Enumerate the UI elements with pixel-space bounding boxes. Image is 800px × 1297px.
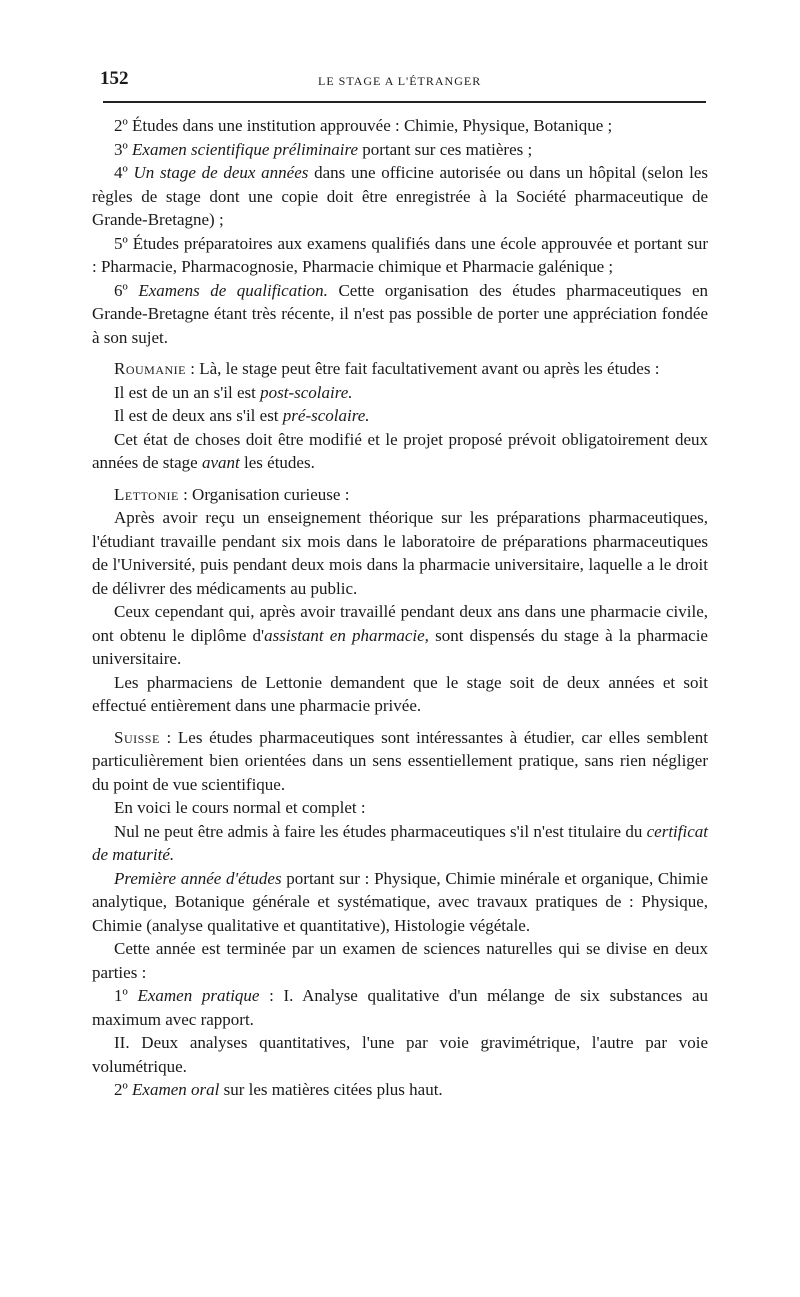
paragraph (92, 867, 708, 938)
text-run: sont dispensés du stage à la pharmacie universitaire. (92, 625, 708, 668)
paragraph (92, 279, 708, 350)
text-run: 6º (114, 280, 139, 300)
text-run: II. Deux analyses quantitatives, l'une par voie gravimétrique, l'autre par voie volumétrique. (92, 1033, 708, 1076)
paragraph (92, 138, 708, 162)
paragraph (92, 232, 708, 279)
country-heading: Roumanie (114, 359, 186, 378)
italic-run: assistant en pharmacie, (264, 625, 429, 645)
country-heading: Suisse (114, 727, 160, 747)
italic-run: post-scolaire. (260, 382, 353, 402)
paragraph (92, 114, 708, 138)
text-run: : Organisation curieuse : (178, 484, 350, 504)
italic-run: Examen pratique (137, 986, 260, 1005)
paragraph (92, 381, 708, 405)
text-run: 1º (114, 986, 138, 1005)
text-run: En voici le cours normal et complet : (114, 798, 366, 817)
italic-run: pré-scolaire. (282, 406, 370, 425)
italic-run: Examens de qualification. (138, 280, 328, 300)
paragraph (92, 506, 708, 600)
paragraph (92, 600, 708, 671)
paragraph (92, 357, 708, 381)
italic-run: certificat de maturité. (92, 821, 708, 864)
paragraph (92, 428, 708, 475)
paragraph (92, 820, 708, 867)
italic-run: Examen oral (132, 1080, 220, 1099)
header-rule (103, 101, 706, 103)
paragraph (92, 726, 708, 797)
text-run: 3º (114, 139, 133, 159)
country-heading: Lettonie (114, 484, 179, 504)
text-run: Ceux cependant qui, après avoir travaillé pendant deux ans dans une pharmacie civile, ont obtenu le diplôme d' (92, 602, 708, 645)
text-run: Les pharmaciens de Lettonie demandent que le stage soit de deux années et soit effectué entièrement dans une pharmacie privée. (92, 672, 708, 715)
text-run: portant sur ces matières ; (358, 139, 533, 159)
text-run: Il est de deux ans s'il est (114, 406, 283, 425)
text-run: Cette année est terminée par un examen de sciences naturelles qui se divise en deux parties : (92, 939, 708, 982)
running-title: LE STAGE A L'ÉTRANGER (318, 74, 482, 88)
text-run: Cette organisation des études pharmaceutiques en Grande-Bretagne étant très récente, il n'est pas possible de porter une appréciation fondée à son sujet. (92, 280, 708, 347)
text-run: Il est de un an s'il est (114, 382, 261, 402)
paragraph (92, 984, 708, 1031)
body-text (92, 114, 708, 1102)
paragraph (92, 671, 708, 718)
text-run: les études. (239, 453, 315, 472)
paragraph (92, 796, 708, 820)
paragraph (92, 404, 708, 428)
page-number: 152 (100, 68, 129, 89)
text-run: Cet état de choses doit être modifié et le projet proposé prévoit obligatoirement deux années de stage (92, 429, 708, 472)
page-header (100, 68, 706, 92)
paragraph (92, 483, 708, 507)
paragraph (92, 1078, 708, 1102)
paragraph (92, 937, 708, 984)
italic-run: Un stage de deux années (133, 163, 309, 182)
paragraph (92, 161, 708, 232)
paragraph (92, 1031, 708, 1078)
text-run: Après avoir reçu un enseignement théorique sur les préparations pharmaceutiques, l'étudiant travaille pendant six mois dans le laboratoire de préparations pharmaceutiques de l'Université, puis pendant deux mois dans la pharmacie universitaire, laquelle a le droit de délivrer des médicaments au public. (92, 508, 708, 598)
text-run: 2º Études dans une institution approuvée : Chimie, Physique, Botanique ; (114, 116, 613, 135)
text-run: portant sur : Physique, Chimie minérale et organique, Chimie analytique, Botanique générale et systématique, avec travaux pratiques de : Physique, Chimie (analyse qualitative et quantitative), Histologie végétale. (92, 868, 708, 935)
text-run: 2º (114, 1080, 133, 1099)
text-run: : Là, le stage peut être fait facultativement avant ou après les études : (186, 359, 660, 378)
text-run: dans une officine autorisée ou dans un hôpital (selon les règles de stage dont une copie doit être enregistrée à la Société pharmaceutique de Grande-Bretagne) ; (92, 163, 708, 229)
text-run: sur les matières citées plus haut. (219, 1080, 443, 1099)
italic-run: Examen scientifique préliminaire (132, 139, 359, 159)
text-run: : I. Analyse qualitative d'un mélange de six substances au maximum avec rapport. (92, 986, 709, 1029)
text-run: 5º Études préparatoires aux examens qualifiés dans une école approuvée et portant sur : Pharmacie, Pharmacognosie, Pharmacie chimique et Pharmacie galénique ; (92, 233, 708, 276)
italic-run: avant (201, 453, 240, 472)
italic-run: Première année d'études (114, 868, 282, 888)
text-run: : Les études pharmaceutiques sont intéressantes à étudier, car elles semblent particulièrement bien orientées dans un sens essentiellement pratique, sans rien négliger du point de vue scientifique. (92, 727, 708, 794)
text-run: Nul ne peut être admis à faire les études pharmaceutiques s'il n'est titulaire du (114, 821, 647, 841)
text-run: 4º (114, 163, 134, 182)
